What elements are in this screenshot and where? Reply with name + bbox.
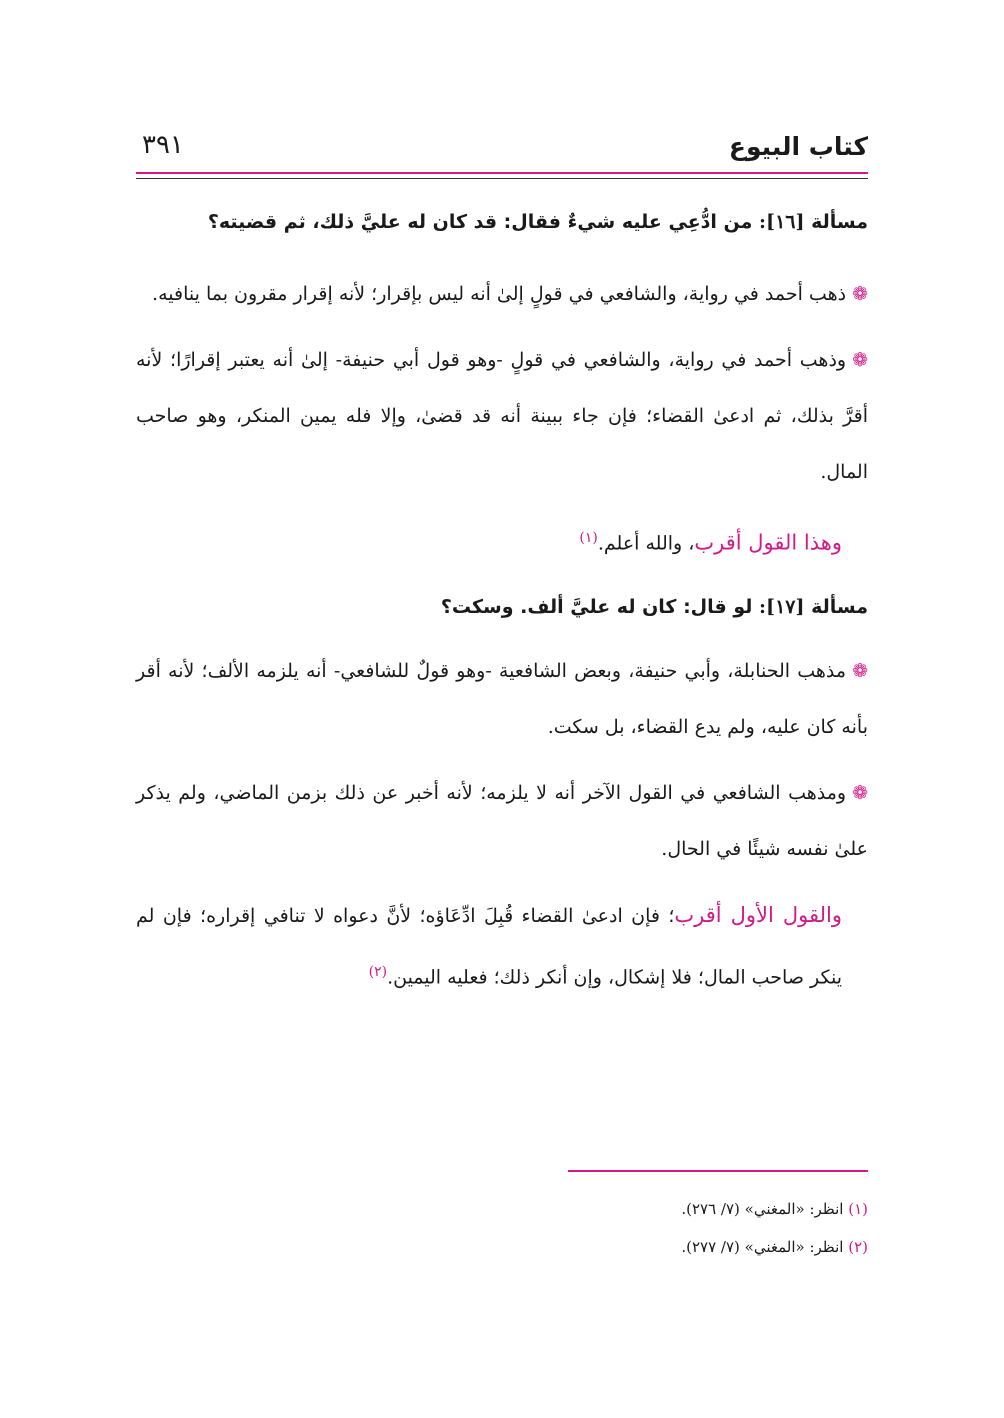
- footnote-mark: (٢): [848, 1238, 868, 1256]
- footnotes: [136, 1190, 868, 1266]
- footnote-text: انظر: «المغني» (٧/ ٢٧٧).: [681, 1238, 844, 1256]
- conclusion-2: [136, 887, 868, 1005]
- footnote-2: [136, 1228, 868, 1266]
- question-title: من ادُّعِي عليه شيءٌ فقال: قد كان له عليَّ ذلك، ثم قضيته؟: [207, 211, 753, 233]
- conclusion-1: [136, 510, 868, 571]
- paragraph-3: [136, 643, 868, 755]
- paragraph-1: [136, 266, 868, 322]
- header-rule: [136, 178, 868, 179]
- paragraph-text: ذهب أحمد في رواية، والشافعي في قولٍ إلىٰ أنه ليس بإقرار؛ لأنه إقرار مقرون بما ينافيه.: [152, 283, 847, 305]
- footnote-rule: [568, 1170, 868, 1172]
- question-label: مسألة: [811, 211, 868, 233]
- conclusion-text: ؛ فإن ادعىٰ القضاء قُبِلَ ادِّعَاؤه؛ لأنَّ دعواه لا تنافي إقراره؛ فإن لم ينكر صاحب المال؛ فلا إشكال، وإن أنكر ذلك؛ فعليه اليمين.: [136, 905, 842, 989]
- conclusion-highlight: والقول الأول أقرب: [674, 903, 842, 928]
- header-rule-accent: [136, 172, 868, 174]
- conclusion-text: ، والله أعلم.: [597, 532, 695, 555]
- paragraph-4: [136, 765, 868, 877]
- footnote-mark: (١): [848, 1200, 868, 1218]
- question-16-heading: [136, 196, 868, 248]
- page-header: [136, 128, 868, 168]
- footnote-ref-1[interactable]: (١): [579, 530, 598, 546]
- question-title: لو قال: كان له عليَّ ألف. وسكت؟: [440, 596, 753, 619]
- footnote-1: [136, 1190, 868, 1228]
- paragraph-2: [136, 332, 868, 500]
- main-text: [136, 196, 868, 1006]
- question-label: مسألة: [811, 596, 868, 619]
- flower-ornament-icon: ❁: [852, 349, 868, 371]
- conclusion-highlight: وهذا القول أقرب: [694, 530, 842, 555]
- footnote-ref-2[interactable]: (٢): [368, 964, 388, 981]
- page-number: ٣٩١: [142, 130, 184, 160]
- flower-ornament-icon: ❁: [852, 660, 868, 683]
- paragraph-text: مذهب الحنابلة، وأبي حنيفة، وبعض الشافعية -وهو قولٌ للشافعي- أنه يلزمه الألف؛ لأنه أقر بأنه كان عليه، ولم يدع القضاء، بل سكت.: [136, 660, 868, 739]
- running-head: كتاب البيوع: [728, 132, 868, 161]
- footnote-text: انظر: «المغني» (٧/ ٢٧٦).: [681, 1200, 844, 1218]
- paragraph-text: وذهب أحمد في رواية، والشافعي في قولٍ -وهو قول أبي حنيفة- إلىٰ أنه يعتبر إقرارًا؛ لأنه أقرَّ بذلك، ثم ادعىٰ القضاء؛ فإن جاء ببينة أنه قد قضىٰ، وإلا فله يمين المنكر، وهو صاحب المال.: [136, 349, 868, 483]
- flower-ornament-icon: ❁: [852, 782, 868, 805]
- flower-ornament-icon: ❁: [852, 283, 868, 305]
- paragraph-text: ومذهب الشافعي في القول الآخر أنه لا يلزمه؛ لأنه أخبر عن ذلك بزمن الماضي، ولم يذكر علىٰ نفسه شيئًا في الحال.: [136, 782, 868, 861]
- question-number: [١٧]:: [759, 596, 805, 619]
- question-number: [١٦]:: [759, 211, 805, 233]
- question-17-heading: [136, 581, 868, 633]
